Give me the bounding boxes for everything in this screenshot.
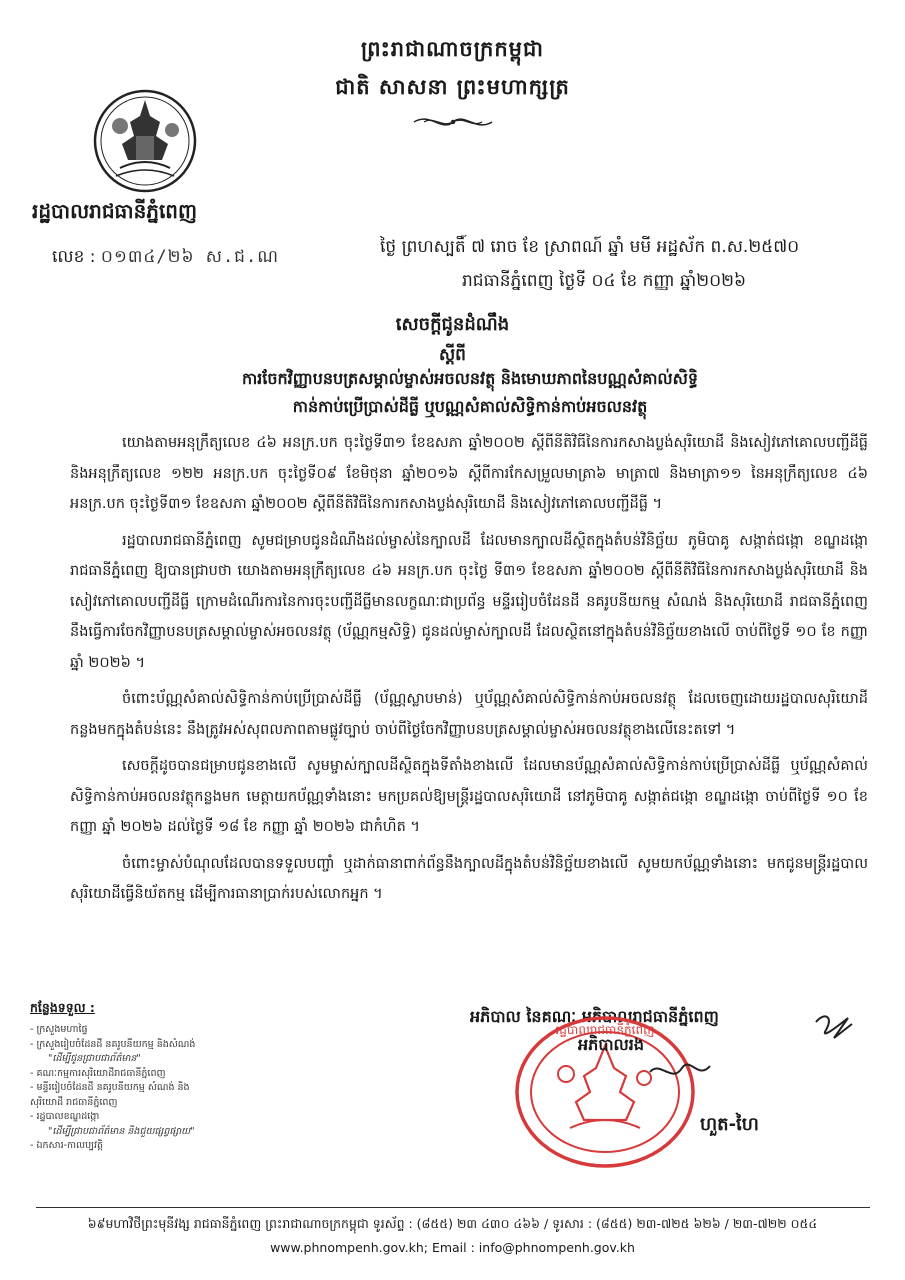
- ornament-divider-icon: [410, 110, 496, 134]
- recipients-list: [30, 1000, 260, 1154]
- recipient-note: "ដើម្បីជូនជ្រាបជាព័ត៌មាន": [48, 1053, 141, 1064]
- recipient-item: - ឯកសារ-កាលប្បវត្តិ: [30, 1140, 104, 1151]
- paragraph-legal-basis: យោងតាមអនុក្រឹត្យលេខ ៤៦ អនក្រ.បក ចុះថ្ងៃទី៣១ ខែឧសភា ឆ្នាំ២០០២ ស្តីពីនីតិវិធីនៃការកសាងប្លង់សុរិយោដី និងសៀវភៅគោលបញ្ជីដីធ្លី និងអនុក្រឹត្យលេខ ១២២ អនក្រ.បក ចុះថ្ងៃទី០៩ ខែមិថុនា ឆ្នាំ២០១៦ ស្តីពីការកែសម្រួលមាត្រា៦ មាត្រា៧ និងមាត្រា១១ នៃអនុក្រឹត្យលេខ ៤៦ អនក្រ.បក ចុះថ្ងៃទី៣១ ខែឧសភា ឆ្នាំ២០០២ ស្តីពីនីតិវិធីនៃការកសាងប្លង់សុរិយោដី និងសៀវភៅគោលបញ្ជីដីធ្លី ។: [70, 435, 868, 512]
- signatory-name: ហួត-ហៃ: [700, 1114, 759, 1135]
- footer-divider: [36, 1207, 870, 1208]
- email-label: Email :: [431, 1240, 475, 1255]
- footer-contact: www.phnompenh.gov.kh; Email : info@phnompenh.gov.kh: [270, 1240, 635, 1255]
- document-type: សេចក្តីជូនដំណឹង: [395, 314, 510, 335]
- recipient-item: - រដ្ឋបាលខណ្ឌដង្កោ: [30, 1111, 100, 1122]
- recipient-note: "ដើម្បីជ្រាបជាព័ត៌មាន និងជួយផ្សព្វផ្សាយ": [48, 1125, 195, 1137]
- signatory-role: អភិបាលរង: [578, 1035, 645, 1054]
- subject-line-2: កាន់កាប់ប្រើប្រាស់ដីធ្លី ឬបណ្ណសំគាល់សិទ្ធិកាន់កាប់អចលនវត្ថុ: [292, 397, 648, 416]
- phnompenh-emblem-icon: [90, 86, 200, 196]
- reference-number: [52, 246, 279, 271]
- subject-line-1: ការចែកវិញ្ញាបនបត្រសម្គាល់ម្ចាស់អចលនវត្ថុ និងមោឃភាពនៃបណ្ណសំគាល់សិទ្ធិ: [241, 369, 699, 388]
- paragraph-creditors: ចំពោះម្ចាស់បំណុលដែលបានទទួលបញ្ចាំ ឬដាក់ធានាពាក់ព័ន្ធនឹងក្បាលដីក្នុងតំបន់វិនិច្ឆ័យខាងលើ សូមយកប័ណ្ណទាំងនោះ មកជូនមន្ត្រីរដ្ឋបាលសុរិយោដីធ្វើនិយ័តកម្ម ដើម្បីការធានាប្រាក់របស់លោកអ្នក ។: [70, 855, 868, 902]
- reference-value: ០១៣៤/២៦ ស.ជ.ណ: [100, 247, 279, 267]
- paragraph-invalidation: ចំពោះប័ណ្ណសំគាល់សិទ្ធិកាន់កាប់ប្រើប្រាស់ដីធ្លី (ប័ណ្ណស្លាបមាន់) ឬប័ណ្ណសំគាល់សិទ្ធិកាន់កាប់អចលនវត្ថុ ដែលចេញដោយរដ្ឋបាលសុរិយោដីកន្លងមកក្នុងតំបន់នេះ នឹងត្រូវអស់សុពលភាពតាមផ្លូវច្បាប់ ចាប់ពីថ្ងៃចែកវិញ្ញាបនបត្រសម្គាល់ម្ចាស់អចលនវត្ថុខាងលើនេះតទៅ ។: [70, 691, 868, 738]
- footer-address: ៦៩មហាវិថីព្រះមុនីវង្ស រាជធានីភ្នំពេញ ព្រះរាជាណាចក្រកម្ពុជា ទូរស័ព្ទ : (៨៥៥) ២៣ ៤៣០ ៤៦៦ / ទូរសារ : (៨៥៥) ២៣-៧២៥ ៦២៦ / ២៣-៧២២ ០៥៤: [87, 1216, 818, 1231]
- kingdom-heading: ព្រះរាជាណាចក្រកម្ពុជា: [360, 36, 544, 61]
- email-link[interactable]: info@phnompenh.gov.kh: [478, 1240, 635, 1255]
- issuing-authority: រដ្ឋបាលរាជធានីភ្នំពេញ: [32, 199, 198, 223]
- subject-label: ស្តីពី: [439, 345, 466, 365]
- recipient-item: - មន្ទីររៀបចំដែនដី នគរូបនីយកម្ម សំណង់ និង: [30, 1082, 190, 1093]
- website-link[interactable]: www.phnompenh.gov.kh: [270, 1240, 424, 1255]
- recipient-item: - គណៈកម្មការសុរិយោដីរាជធានីភ្នំពេញ: [30, 1067, 166, 1079]
- seal-text: រដ្ឋបាលរាជធានីភ្នំពេញ: [555, 1023, 655, 1037]
- handwritten-signature-icon: [620, 1010, 860, 1110]
- recipient-item: - ក្រសួងមហាផ្ទៃ: [30, 1024, 88, 1035]
- lunar-date: ថ្ងៃ ព្រហស្បតិ៍ ៧ រោច ខែ ស្រាពណ៍ ឆ្នាំ មមី អដ្ឋស័ក ព.ស.២៥៧០: [380, 237, 800, 257]
- recipient-item: - ក្រសួងរៀបចំដែនដី នគរូបនីយកម្ម និងសំណង់: [30, 1038, 196, 1050]
- nation-motto: ជាតិ សាសនា ព្រះមហាក្សត្រ: [335, 74, 570, 99]
- signatory-title: អភិបាល នៃគណៈ អភិបាលរាជធានីភ្នំពេញ: [470, 1007, 719, 1026]
- notice-body: [70, 428, 868, 916]
- recipient-item: សុរិយោដី រាជធានីភ្នំពេញ: [30, 1096, 118, 1108]
- paragraph-instructions: សេចក្តីដូចបានជម្រាបជូនខាងលើ សូមម្ចាស់ក្បាលដីស្ថិតក្នុងទីតាំងខាងលើ ដែលមានប័ណ្ណសំគាល់សិទ្ធិកាន់កាប់ប្រើប្រាស់ដីធ្លី ឬប័ណ្ណសំគាល់សិទ្ធិកាន់កាប់អចលនវត្ថុកន្លងមក មេត្តាយកប័ណ្ណទាំងនោះ មកប្រគល់ឱ្យមន្ត្រីរដ្ឋបាលសុរិយោដី នៅភូមិបាគូ សង្កាត់ជង្កោ ខណ្ឌដង្កោ ចាប់ពីថ្ងៃទី ១០ ខែ កញ្ញា ឆ្នាំ ២០២៦ ដល់ថ្ងៃទី ១៨ ខែ កញ្ញា ឆ្នាំ ២០២៦ ជាកំហិត ។: [70, 758, 868, 835]
- paragraph-announcement: រដ្ឋបាលរាជធានីភ្នំពេញ សូមជម្រាបជូនដំណឹងដល់ម្ចាស់នៃក្បាលដី ដែលមានក្បាលដីស្ថិតក្នុងតំបន់វិនិច្ឆ័យ ភូមិបាគូ សង្កាត់ជង្កោ ខណ្ឌដង្កោ រាជធានីភ្នំពេញ ឱ្យបានជ្រាបថា យោងតាមអនុក្រឹត្យលេខ ៤៦ អនក្រ.បក ចុះថ្ងៃ ទី៣១ ខែឧសភា ឆ្នាំ២០០២ ស្តីពីនីតិវិធីនៃការកសាងប្លង់សុរិយោដី និងសៀវភៅគោលបញ្ជីដីធ្លី ក្រោមដំណើរការនៃការចុះបញ្ជីដីធ្លីមានលក្ខណៈជាប្រព័ន្ធ មន្ទីររៀបចំដែនដី នគរូបនីយកម្ម សំណង់ និងសុរិយោដី រាជធានីភ្នំពេញ នឹងធ្វើការចែកវិញ្ញាបនបត្រសម្គាល់ម្ចាស់អចលនវត្ថុ (ប័ណ្ណកម្មសិទ្ធិ) ជូនដល់ម្ចាស់ក្បាលដី ដែលស្ថិតនៅក្នុងតំបន់វិនិច្ឆ័យខាងលើ ចាប់ពីថ្ងៃទី ១០ ខែ កញ្ញា ឆ្នាំ ២០២៦ ។: [70, 532, 868, 671]
- civil-date: រាជធានីភ្នំពេញ ថ្ងៃទី ០៤ ខែ កញ្ញា ឆ្នាំ២០២៦: [462, 271, 747, 291]
- recipients-title: កន្លែងទទួល :: [30, 1000, 95, 1015]
- reference-label: លេខ :: [52, 247, 96, 267]
